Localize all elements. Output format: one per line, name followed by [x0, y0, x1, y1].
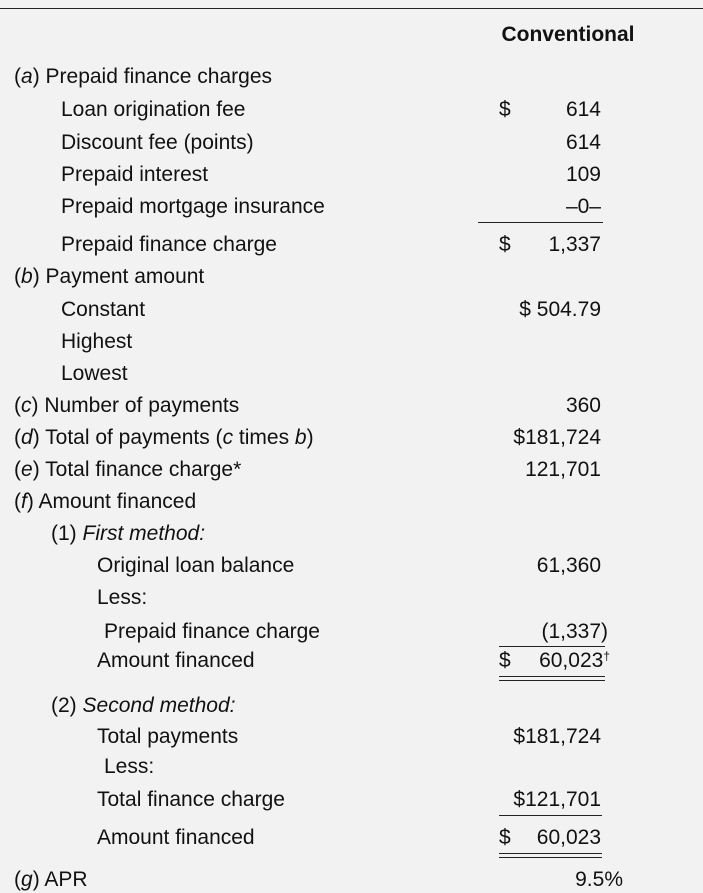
dollar-sign: $	[499, 649, 511, 672]
row-label: Discount fee (points)	[61, 131, 254, 154]
section-f-heading: (f) Amount financed	[14, 490, 197, 513]
table-row	[0, 724, 703, 750]
row-value: 1,337	[548, 233, 601, 256]
section-letter: c	[21, 394, 32, 417]
section-title: Payment amount	[45, 265, 205, 288]
section-title: Total finance charge*	[45, 458, 242, 481]
section-b-heading: (b) Payment amount	[14, 265, 205, 288]
row-label: Prepaid interest	[61, 163, 209, 186]
section-title: Number of payments	[44, 394, 240, 417]
row-value: $181,724	[513, 426, 601, 449]
section-letter: b	[21, 265, 33, 288]
row-value: 60,023	[539, 649, 604, 672]
method-1-heading	[0, 521, 703, 547]
row-label: Prepaid finance charge	[104, 620, 320, 643]
row-label: Less:	[104, 755, 155, 778]
table-row	[0, 297, 703, 323]
section-letter: e	[21, 458, 33, 481]
row-value: 61,360	[536, 554, 601, 577]
table-row	[0, 194, 703, 220]
method-title: Second method:	[82, 694, 236, 717]
row-label: Loan origination fee	[61, 98, 246, 121]
section-a-heading: (a) Prepaid finance charges	[14, 65, 272, 88]
total-double-rule	[499, 676, 605, 681]
section-title: Prepaid finance charges	[45, 65, 272, 88]
table-row	[0, 97, 703, 123]
row-label: Highest	[61, 330, 133, 353]
method-2-heading	[0, 693, 703, 719]
column-header: Conventional	[501, 23, 635, 46]
dollar-sign: $	[499, 826, 511, 849]
row-label: Amount financed	[97, 649, 255, 672]
row-label: Prepaid finance charge	[61, 233, 277, 256]
section-title: Amount financed	[38, 490, 197, 513]
section-title-ref: c	[222, 426, 234, 449]
row-value: $121,701	[513, 788, 601, 811]
dollar-sign: $	[499, 233, 511, 256]
section-title: )	[306, 426, 314, 449]
row-value: 360	[565, 394, 601, 417]
row-value: $181,724	[513, 725, 601, 748]
method-number: (2)	[51, 694, 77, 717]
total-double-rule	[499, 853, 602, 858]
row-label: Total payments	[97, 725, 239, 748]
section-e-row: (e) Total finance charge* 121,701	[14, 458, 601, 481]
dagger-footnote-mark: †	[603, 649, 610, 663]
row-value: $ 504.79	[519, 298, 601, 321]
table-row	[0, 825, 703, 851]
method-title: First method:	[82, 522, 206, 545]
subtotal-rule	[478, 222, 603, 223]
table-row	[0, 553, 703, 579]
table-row	[0, 619, 703, 645]
table-row	[0, 329, 703, 355]
row-value: 60,023	[536, 826, 601, 849]
table-row	[0, 585, 703, 611]
row-label: Original loan balance	[97, 554, 295, 577]
table-row	[0, 754, 703, 780]
section-g-row: (g) APR 9.5%	[14, 868, 623, 891]
section-d-row: (d) Total of payments (c times b) $181,724	[14, 426, 601, 449]
row-value: 121,701	[525, 458, 601, 481]
table-row	[0, 648, 703, 674]
row-value: 109	[565, 163, 601, 186]
section-letter: a	[21, 65, 33, 88]
table-row	[0, 130, 703, 156]
section-letter: d	[21, 426, 33, 449]
table-row	[0, 361, 703, 387]
row-label: Constant	[61, 298, 146, 321]
section-title: APR	[44, 868, 88, 891]
method-number: (1)	[51, 522, 77, 545]
row-value: 9.5%	[575, 868, 623, 891]
row-label: Prepaid mortgage insurance	[61, 195, 325, 218]
row-label: Lowest	[61, 362, 128, 385]
row-label: Total finance charge	[97, 788, 285, 811]
subtotal-rule	[499, 815, 602, 816]
section-letter: f	[21, 490, 27, 513]
section-title: times	[233, 426, 295, 449]
row-value: 614	[565, 131, 601, 154]
table-row	[0, 162, 703, 188]
row-label: Amount financed	[97, 826, 255, 849]
subtotal-rule	[499, 646, 605, 647]
row-value: (1,337)	[541, 620, 608, 643]
row-value: –0–	[565, 195, 601, 218]
row-value: 614	[565, 98, 601, 121]
dollar-sign: $	[499, 98, 511, 121]
section-title: Total of payments (	[45, 426, 223, 449]
row-label: Less:	[97, 586, 148, 609]
top-rule	[0, 8, 703, 9]
table-row	[0, 787, 703, 813]
section-c-row: (c) Number of payments 360	[14, 394, 601, 417]
section-letter: g	[21, 868, 33, 891]
table-row	[0, 232, 703, 258]
section-title-ref: b	[294, 426, 307, 449]
